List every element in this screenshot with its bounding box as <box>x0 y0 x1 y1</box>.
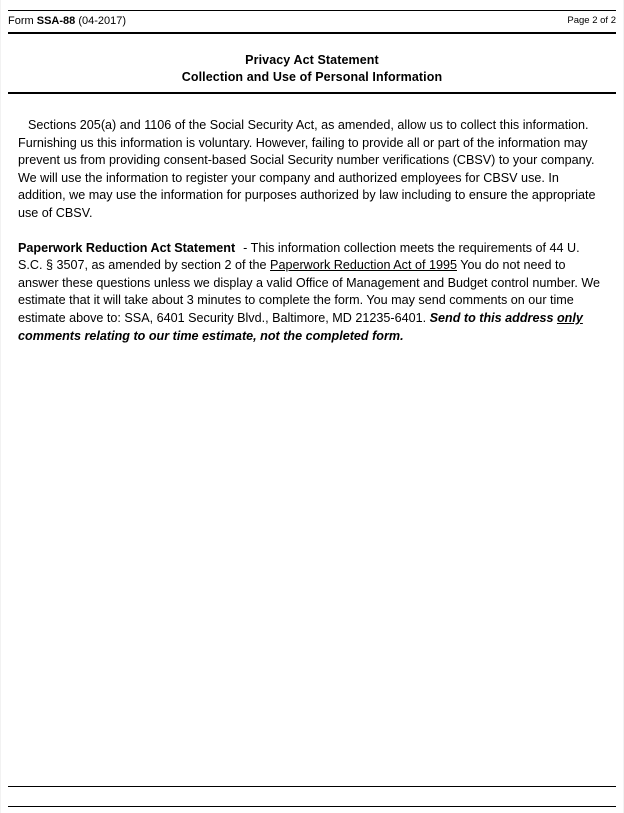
footer-divider-upper <box>8 786 616 787</box>
form-number: SSA-88 <box>36 15 76 27</box>
send-address-emphasis-2: comments relating to our time estimate, not the completed form. <box>18 328 404 343</box>
paperwork-reduction-paragraph <box>18 240 602 346</box>
paperwork-heading: Paperwork Reduction Act Statement <box>18 240 236 255</box>
paperwork-text-part-2: You do not need to answer these questions unless we display a valid Office of Management and Budget control number. We estimate that it will take about 3 minutes to complete the form. You may send comments on our time estimate above to: SSA, 6401 Security Blvd., Baltimore, MD 21235-6401. <box>18 258 600 325</box>
document-body <box>18 117 602 345</box>
page-title-line-2: Collection and Use of Personal Information <box>181 70 443 84</box>
top-divider <box>8 10 616 11</box>
title-divider <box>8 92 616 94</box>
page-indicator: Page 2 of 2 <box>567 15 616 26</box>
footer-divider-lower <box>8 806 616 807</box>
page-edge-left <box>0 0 1 813</box>
privacy-act-paragraph: Sections 205(a) and 1106 of the Social Security Act, as amended, allow us to collect this information. Furnishing us this information is voluntary. However, failing to provide all or part of the information may prevent us from providing consent-based Social Security number verifications (CBSV) to your company. We will use the information to register your company and authorized employees for CBSV use. In addition, we may use the information for purposes authorized by law including to ensure the appropriate use of CBSV. <box>18 118 596 220</box>
page-header <box>8 14 616 34</box>
form-identifier <box>8 14 126 28</box>
send-address-only-emphasis: only <box>556 310 583 325</box>
page-title <box>8 52 616 86</box>
page-title-line-1: Privacy Act Statement <box>245 53 379 67</box>
paperwork-text-part-1: - This information collection meets the requirements of 44 U. S.C. § 3507, as amended by section 2 of the <box>18 240 580 273</box>
form-revision: (04-2017) <box>75 15 127 27</box>
header-divider <box>8 32 616 34</box>
form-label: Form <box>8 15 37 27</box>
paperwork-act-citation: Paperwork Reduction Act of 1995 <box>270 258 457 273</box>
send-address-emphasis-1: Send to this address <box>429 310 557 325</box>
